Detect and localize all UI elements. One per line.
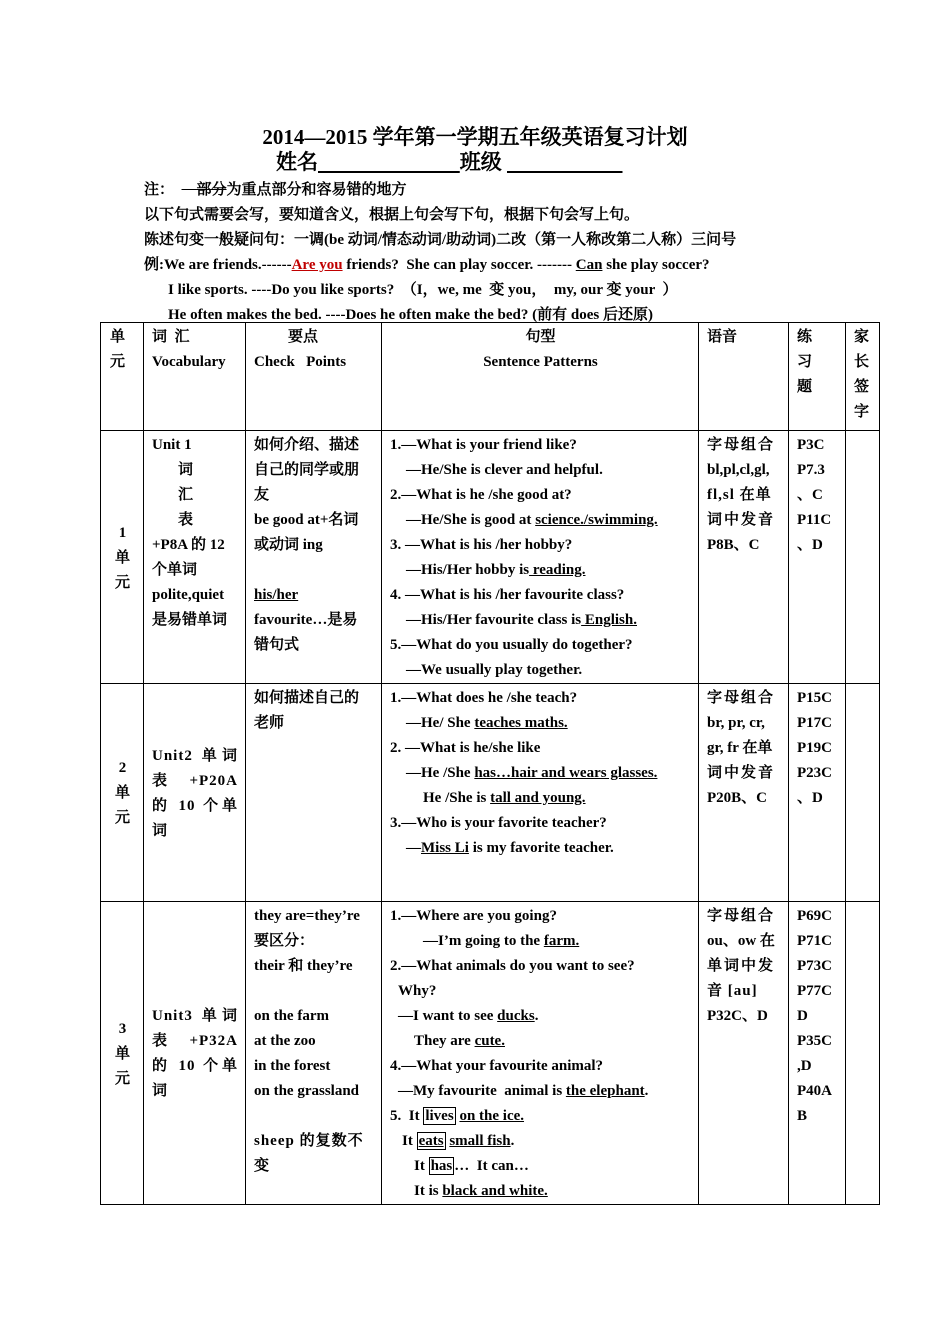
unit-cell: 3单元: [101, 902, 144, 1205]
note-marker: 部分: [196, 182, 227, 198]
vocab-cell: Unit3 单词表 +P32A 的 10 个单词: [144, 902, 246, 1205]
exercise-cell: P69C P71C P73C P77C D P35C ,D P40A B: [789, 902, 846, 1205]
page-title: 2014—2015 学年第一学期五年级英语复习计划: [262, 125, 688, 149]
example-line-3: He often makes the bed. ----Does he often make the bed? (前有 does 后还原): [168, 307, 653, 323]
header-check: 要点 Check Points: [246, 323, 382, 431]
header-unit: 单元: [101, 323, 144, 431]
unit-cell: 1单元: [101, 431, 144, 684]
exercise-cell: P15C P17C P19C P23C 、D: [789, 684, 846, 902]
phonics-cell: 字母组合 ou、ow 在 单词中发 音 [au] P32C、D: [699, 902, 789, 1205]
phonics-cell: 字母组合 br, pr, cr, gr, fr 在单 词中发音 P20B、C: [699, 684, 789, 902]
review-plan-table: [100, 322, 880, 1205]
table-row: [101, 902, 880, 1205]
vocab-cell: Unit2 单词表 +P20A 的 10 个单词: [144, 684, 246, 902]
unit-cell: 2单元: [101, 684, 144, 902]
name-label: 姓名: [276, 150, 318, 174]
parent-signature-cell[interactable]: [846, 431, 880, 684]
note-line: 注： 部分为重点部分和容易错的地方: [144, 182, 407, 198]
rule-line: 陈述句变一般疑问句：一调(be 动词/情态动词/助动词)二改（第一人称改第二人称）三问号: [144, 232, 737, 248]
check-cell: they are=they’re 要区分： their 和 they’re on the farm at the zoo in the forest on the grassland sheep 的复数不 变: [246, 902, 382, 1205]
example-line-2: I like sports. ----Do you like sports? （I，we, me 变 you， my, our 变 your ）: [168, 282, 678, 298]
exercise-cell: P3C P7.3 、C P11C 、D: [789, 431, 846, 684]
example-line-1: 例:We are friends.------Are you friends? She can play soccer. ------- Can she play soccer?: [144, 257, 710, 273]
parent-signature-cell[interactable]: [846, 902, 880, 1205]
table-row: [101, 431, 880, 684]
class-blank[interactable]: [507, 150, 623, 174]
header-row: [101, 323, 880, 431]
table-row: [101, 684, 880, 902]
sentence-cell: 1.—What is your friend like? —He/She is clever and helpful. 2.—What is he /she good at? —He/She is good at science./swimming. 3. —What is his /her hobby? —His/Her hobby is reading. 4. —What is his /her favourite class? —His/Her favourite class is English. 5.—What do you usually do together? —We usually play together.: [382, 431, 699, 684]
sentence-cell: 1.—Where are you going? —I’m going to the farm. 2.—What animals do you want to see? Why? —I want to see ducks. They are cute. 4.—What your favourite animal? —My favourite animal is the elephant. 5. It lives on the ice. It eats small fish. It has … It can… It is black and white.: [382, 902, 699, 1205]
header-phonics: 语音: [699, 323, 789, 431]
phonics-cell: 字母组合 bl,pl,cl,gl, fl,sl 在单 词中发音 P8B、C: [699, 431, 789, 684]
name-class-line: [276, 149, 623, 175]
intro-notes: [144, 178, 834, 328]
check-cell: 如何介绍、描述 自己的同学或朋 友 be good at+名词 或动词 ing his/her favourite…是易 错句式: [246, 431, 382, 684]
header-vocab: 词 汇 Vocabulary: [144, 323, 246, 431]
header-parent: 家长签字: [846, 323, 880, 431]
name-blank[interactable]: [318, 150, 460, 174]
sentence-cell: 1.—What does he /she teach? —He/ She teaches maths. 2. —What is he/she like —He /She has…hair and wears glasses. He /She is tall and young. 3.—Who is your favorite teacher? —Miss Li is my favorite teacher.: [382, 684, 699, 902]
vocab-cell: Unit 1 词 汇 表 +P8A 的 12 个单词 polite,quiet 是易错单词: [144, 431, 246, 684]
parent-signature-cell[interactable]: [846, 684, 880, 902]
check-cell: 如何描述自己的 老师: [246, 684, 382, 902]
header-sentence: 句型 Sentence Patterns: [382, 323, 699, 431]
intro-line: 以下句式需要会写，要知道含义，根据上句会写下句，根据下句会写上句。: [144, 207, 640, 223]
class-label: 班级: [459, 150, 502, 174]
header-exercise: 练习题: [789, 323, 846, 431]
